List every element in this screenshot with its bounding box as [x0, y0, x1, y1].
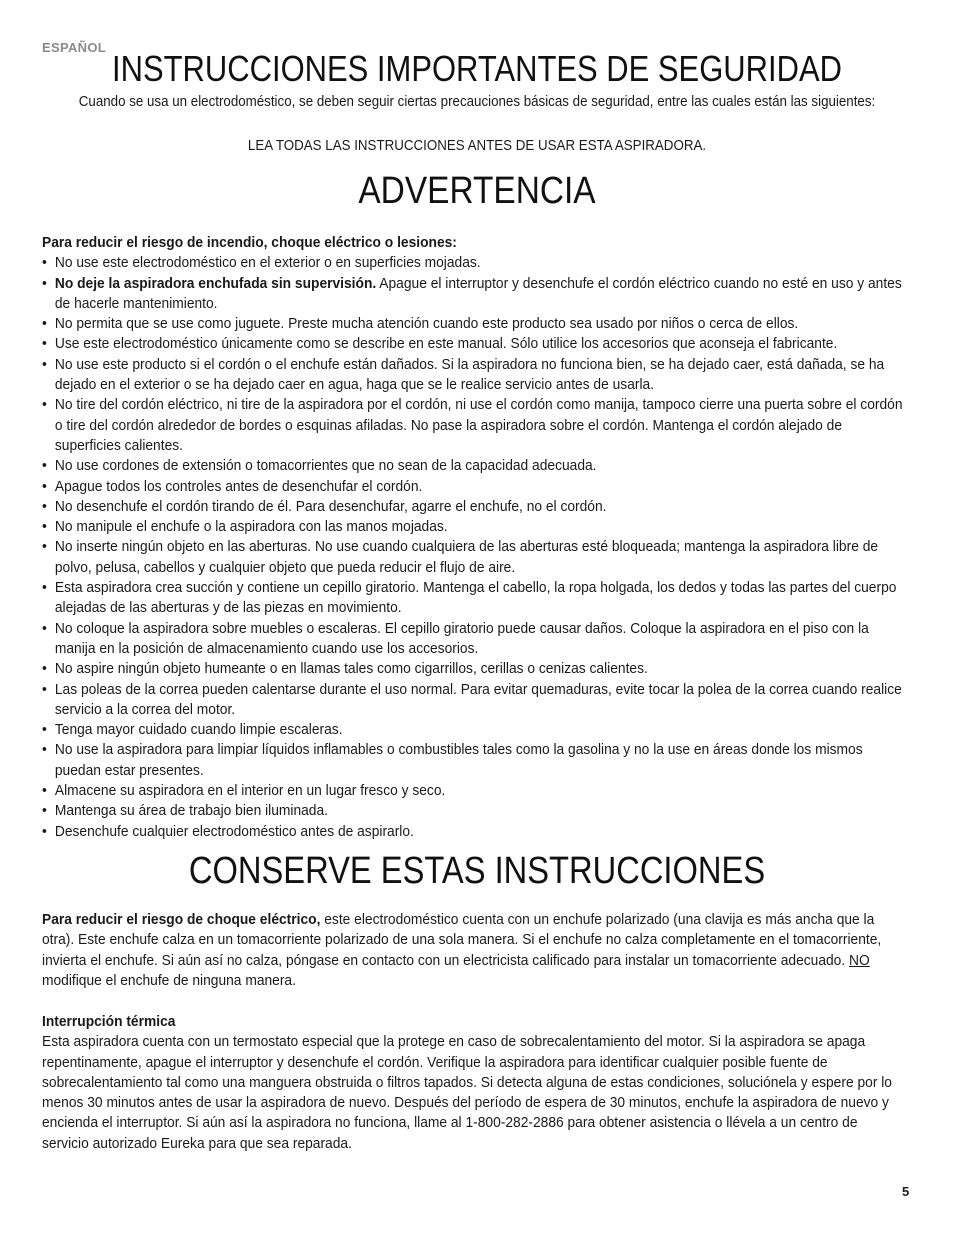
language-label: ESPAÑOL: [42, 40, 106, 55]
bullet-dot: •: [42, 274, 47, 292]
bullet-dot: •: [42, 254, 47, 272]
warning-section: [42, 233, 907, 842]
warning-item: [42, 801, 907, 821]
warning-item: [42, 578, 907, 619]
warning-item-text: No permita que se use como juguete. Preste mucha atención cuando este producto sea usado por niños o cerca de ellos.: [54, 315, 799, 333]
warning-item-text: No inserte ningún objeto en las aberturas. No use cuando cualquiera de las aberturas esté bloqueada; mantenga la aspiradora libre de polvo, pelusa, cabellos y cualquier objeto que pueda reducir el flujo de aire.: [54, 538, 879, 576]
warning-item-text: Apague todos los controles antes de desenchufar el cordón.: [54, 477, 423, 495]
bullet-dot: •: [42, 741, 47, 759]
warning-item: [42, 334, 907, 354]
warning-item-text: No use la aspiradora para limpiar líquidos inflamables o combustibles tales como la gasolina y no la use en áreas donde los mismos puedan estar presentes.: [54, 741, 863, 779]
warning-item: [42, 781, 907, 801]
warning-item-text: No use cordones de extensión o tomacorrientes que no sean de la capacidad adecuada.: [54, 457, 597, 475]
bullet-dot: •: [42, 477, 47, 495]
polarized-plug-text: [42, 910, 907, 991]
warning-item-text: No use este producto si el cordón o el enchufe están dañados. Si la aspiradora no funciona bien, se ha dejado caer, está dañada, se ha dejado en el exterior o se ha dejado caer en agua, haga que se le realice servicio antes de usarla.: [54, 355, 885, 394]
thermal-text: Esta aspiradora cuenta con un termostato especial que la protege en caso de sobrecalentamiento del motor. Si la aspiradora se apaga repentinamente, apague el interruptor y desenchufe el cordón. Verifique la aspiradora para identificar cualquier posible fuente de sobrecalentamiento tal como una manguera obstruida o filtros tapados. Si detecta alguna de estas condiciones, soluciónela y espere por lo menos 30 minutos antes de usar la aspiradora de nuevo. Después del período de espera de 30 minutos, enchufe la aspiradora de nuevo y encienda el interruptor. Si aún así la aspiradora no funciona, llame al 1-800-282-2886 para obtener asistencia o llévela a un centro de servicio autorizado Eureka para que sea reparada.: [42, 1033, 892, 1152]
warning-item: [42, 720, 907, 740]
warning-item: [42, 517, 907, 537]
warning-item: [42, 314, 907, 334]
bullet-dot: •: [42, 396, 47, 414]
bullet-dot: •: [42, 579, 47, 597]
polarized-plug-body: este electrodoméstico cuenta con un enchufe polarizado (una clavija es más ancha que la otra). Este enchufe calza en un tomacorriente polarizado de una sola manera. Si el enchufe no calza completamente en el tomacorriente, invierta el enchufe. Si aún así no calza, póngase en contacto con un electricista calificado para instalar un tomacorriente adecuado.: [42, 911, 882, 969]
bullet-dot: •: [42, 355, 47, 373]
bullet-dot: •: [42, 497, 47, 515]
warning-item-text: Apague el interruptor y desenchufe el cordón eléctrico cuando no esté en uso y antes de hacerle mantenimiento.: [54, 274, 902, 312]
warning-list: [42, 253, 907, 842]
conserve-heading: CONSERVE ESTAS INSTRUCCIONES: [188, 850, 766, 892]
warning-item: [42, 740, 907, 781]
warning-item-text: Mantenga su área de trabajo bien iluminada.: [54, 802, 329, 820]
bullet-dot: •: [42, 680, 47, 698]
warning-item: [42, 497, 907, 517]
warning-item-text: Las poleas de la correa pueden calentarse durante el uso normal. Para evitar quemaduras, evite tocar la polea de la correa cuando realice servicio a la correa del motor.: [54, 680, 902, 718]
warning-item-text: Use este electrodoméstico únicamente como se describe en este manual. Sólo utilice los accesorios que aconseja el fabricante.: [54, 335, 838, 353]
bullet-dot: •: [42, 822, 47, 840]
warning-item-text: Tenga mayor cuidado cuando limpie escaleras.: [54, 721, 343, 739]
warning-item: [42, 537, 907, 578]
bullet-dot: •: [42, 335, 47, 353]
bullet-dot: •: [42, 802, 47, 820]
warning-item: [42, 822, 907, 842]
warning-lead: Para reducir el riesgo de incendio, choque eléctrico o lesiones:: [42, 234, 457, 251]
warning-item: [42, 477, 907, 497]
warning-item-text: Desenchufe cualquier electrodoméstico antes de aspirarlo.: [54, 822, 414, 840]
warning-item: [42, 456, 907, 476]
warning-item-text: No desenchufe el cordón tirando de él. Para desenchufar, agarre el enchufe, no el cordón.: [54, 497, 607, 515]
bullet-dot: •: [42, 457, 47, 475]
warning-item-text: Almacene su aspiradora en el interior en un lugar fresco y seco.: [54, 782, 446, 800]
warning-item-text: No aspire ningún objeto humeante o en llamas tales como cigarrillos, cerillas o cenizas calientes.: [54, 660, 648, 678]
warning-item: [42, 253, 907, 273]
warning-item-text: No manipule el enchufe o la aspiradora con las manos mojadas.: [54, 518, 448, 536]
bullet-dot: •: [42, 518, 47, 536]
warning-item: [42, 619, 907, 660]
warning-item: [42, 659, 907, 679]
bullet-dot: •: [42, 619, 47, 637]
bullet-dot: •: [42, 721, 47, 739]
warning-heading: ADVERTENCIA: [358, 170, 596, 212]
page-title: INSTRUCCIONES IMPORTANTES DE SEGURIDAD: [112, 48, 842, 89]
polarized-plug-end: modifique el enchufe de ninguna manera.: [42, 971, 296, 989]
warning-item: [42, 680, 907, 721]
thermal-heading: Interrupción térmica: [42, 1013, 176, 1030]
warning-item-emphasis: No deje la aspiradora enchufada sin supervisión.: [54, 274, 377, 292]
warning-item-text: No use este electrodoméstico en el exterior o en superficies mojadas.: [54, 254, 481, 272]
warning-item: [42, 395, 907, 456]
warning-item: [42, 355, 907, 396]
warning-item-text: No coloque la aspiradora sobre muebles o escaleras. El cepillo giratorio puede causar daños. Coloque la aspiradora en el piso con la manija en la posición de almacenamiento cuando use los accesorios.: [54, 619, 869, 657]
bullet-dot: •: [42, 660, 47, 678]
no-emphasis: NO: [849, 951, 870, 969]
bullet-dot: •: [42, 315, 47, 333]
warning-item: [42, 274, 907, 315]
bullet-dot: •: [42, 538, 47, 556]
intro-text: Cuando se usa un electrodoméstico, se deben seguir ciertas precauciones básicas de seguridad, entre las cuales están las siguientes:: [78, 94, 876, 110]
warning-item-text: Esta aspiradora crea succión y contiene un cepillo giratorio. Mantenga el cabello, la ropa holgada, los dedos y todas las partes del cuerpo alejadas de las aberturas y de las piezas en movimiento.: [54, 579, 897, 617]
thermal-section: [42, 1012, 907, 1154]
warning-item-text: No tire del cordón eléctrico, ni tire de la aspiradora por el cordón, ni use el cordón como manija, tampoco cierre una puerta sobre el cordón o tire del cordón alrededor de bordes o esquinas afiladas. No pase la aspiradora sobre el cordón. Mantenga el cordón alejado de superficies calientes.: [54, 396, 903, 454]
read-all-notice: LEA TODAS LAS INSTRUCCIONES ANTES DE USAR ESTA ASPIRADORA.: [247, 138, 707, 154]
page-number: 5: [902, 1184, 910, 1199]
polarized-plug-paragraph: [42, 910, 907, 991]
polarized-plug-lead: Para reducir el riesgo de choque eléctrico,: [42, 911, 321, 928]
bullet-dot: •: [42, 782, 47, 800]
